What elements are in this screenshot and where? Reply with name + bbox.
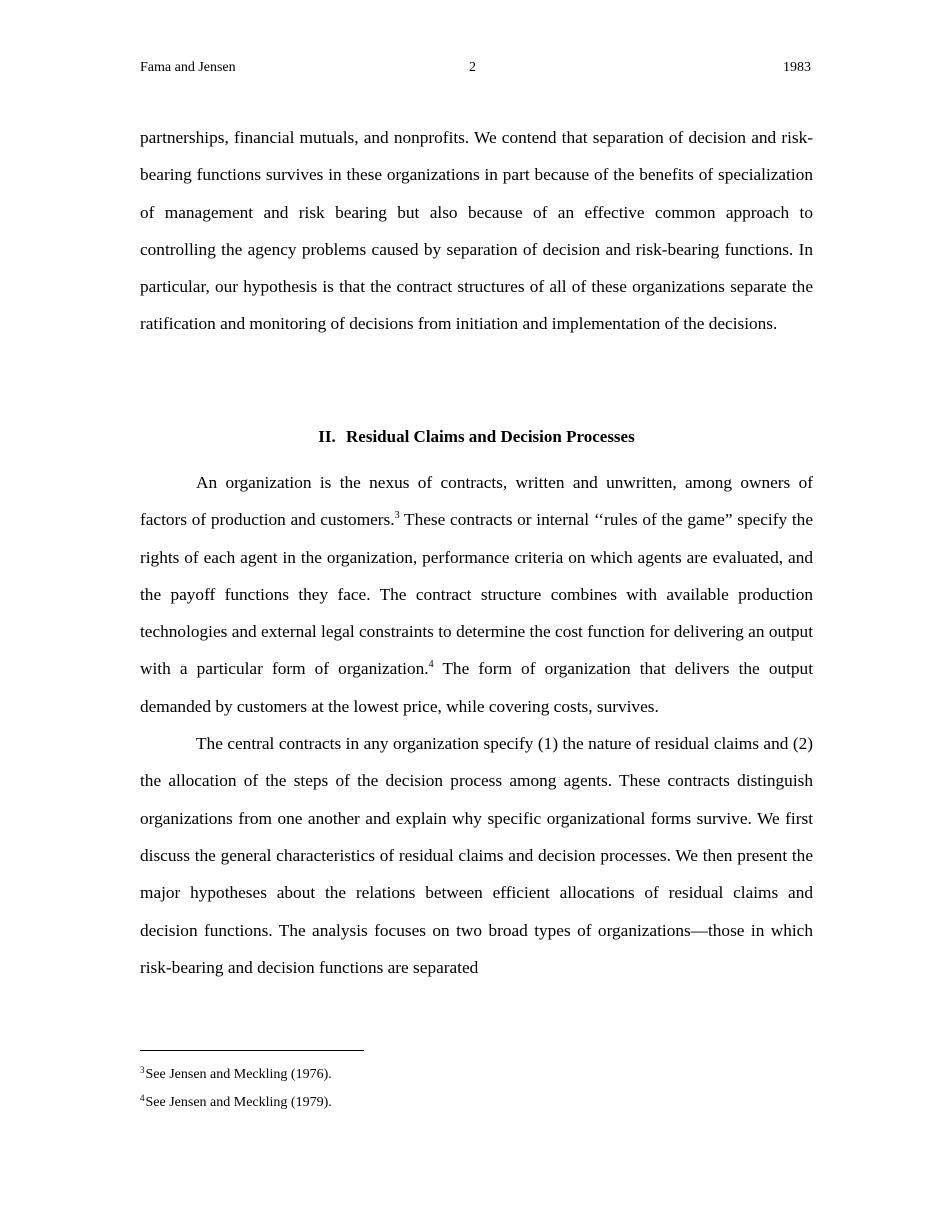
para1-text-c: The form of organization that delivers the output demanded by customers at the lowest price, while covering costs, survives.	[140, 659, 813, 716]
footnote-text: See Jensen and Meckling (1979).	[145, 1095, 332, 1110]
intro-paragraph: partnerships, financial mutuals, and nonprofits. We contend that separation of decision and risk-bearing functions survives in these organizations in part because of the benefits of specialization of management and risk bearing but also because of an effective common approach to controlling the agency problems caused by separation of decision and risk-bearing functions. In particular, our hypothesis is that the contract structures of all of these organizations separate the ratification and monitoring of decisions from initiation and implementation of the decisions.	[140, 128, 813, 334]
header-authors: Fama and Jensen	[140, 60, 236, 75]
footnote-mark: 3	[140, 1065, 145, 1075]
section-number: II.	[318, 427, 336, 446]
section-body	[140, 464, 813, 986]
para1-text-a: An organization is the nexus of contracts, written and unwritten, among owners of factors of production and customers.	[140, 473, 813, 530]
footnote-mark: 4	[140, 1093, 145, 1103]
header-page-number: 2	[469, 60, 476, 75]
footnote-ref-4[interactable]: 4	[428, 659, 434, 671]
section-heading	[140, 425, 813, 449]
footnote-4	[140, 1092, 740, 1114]
footnote-3	[140, 1064, 740, 1086]
footnotes	[140, 1064, 740, 1120]
footnote-text: See Jensen and Meckling (1976).	[145, 1067, 332, 1082]
para1-text-b: These contracts or internal ‘‘rules of the game” specify the rights of each agent in the organization, performance criteria on which agents are evaluated, and the payoff functions they face. The contract structure combines with available production technologies and external legal constraints to determine the cost function for delivering an output with a particular form of organization.	[140, 510, 813, 679]
footnote-divider	[140, 1050, 364, 1051]
section-title: Residual Claims and Decision Processes	[346, 427, 635, 446]
intro-paragraph-block	[140, 119, 813, 343]
body-paragraph-1	[140, 464, 813, 725]
running-header	[140, 59, 811, 77]
footnote-ref-3[interactable]: 3	[394, 510, 400, 522]
header-year: 1983	[783, 60, 811, 75]
body-paragraph-2: The central contracts in any organization specify (1) the nature of residual claims and (2) the allocation of the steps of the decision process among agents. These contracts distinguish organizations from one another and explain why specific organizational forms survive. We first discuss the general characteristics of residual claims and decision processes. We then present the major hypotheses about the relations between efficient allocations of residual claims and decision functions. The analysis focuses on two broad types of organizations—those in which risk-bearing and decision functions are separated	[140, 734, 813, 977]
